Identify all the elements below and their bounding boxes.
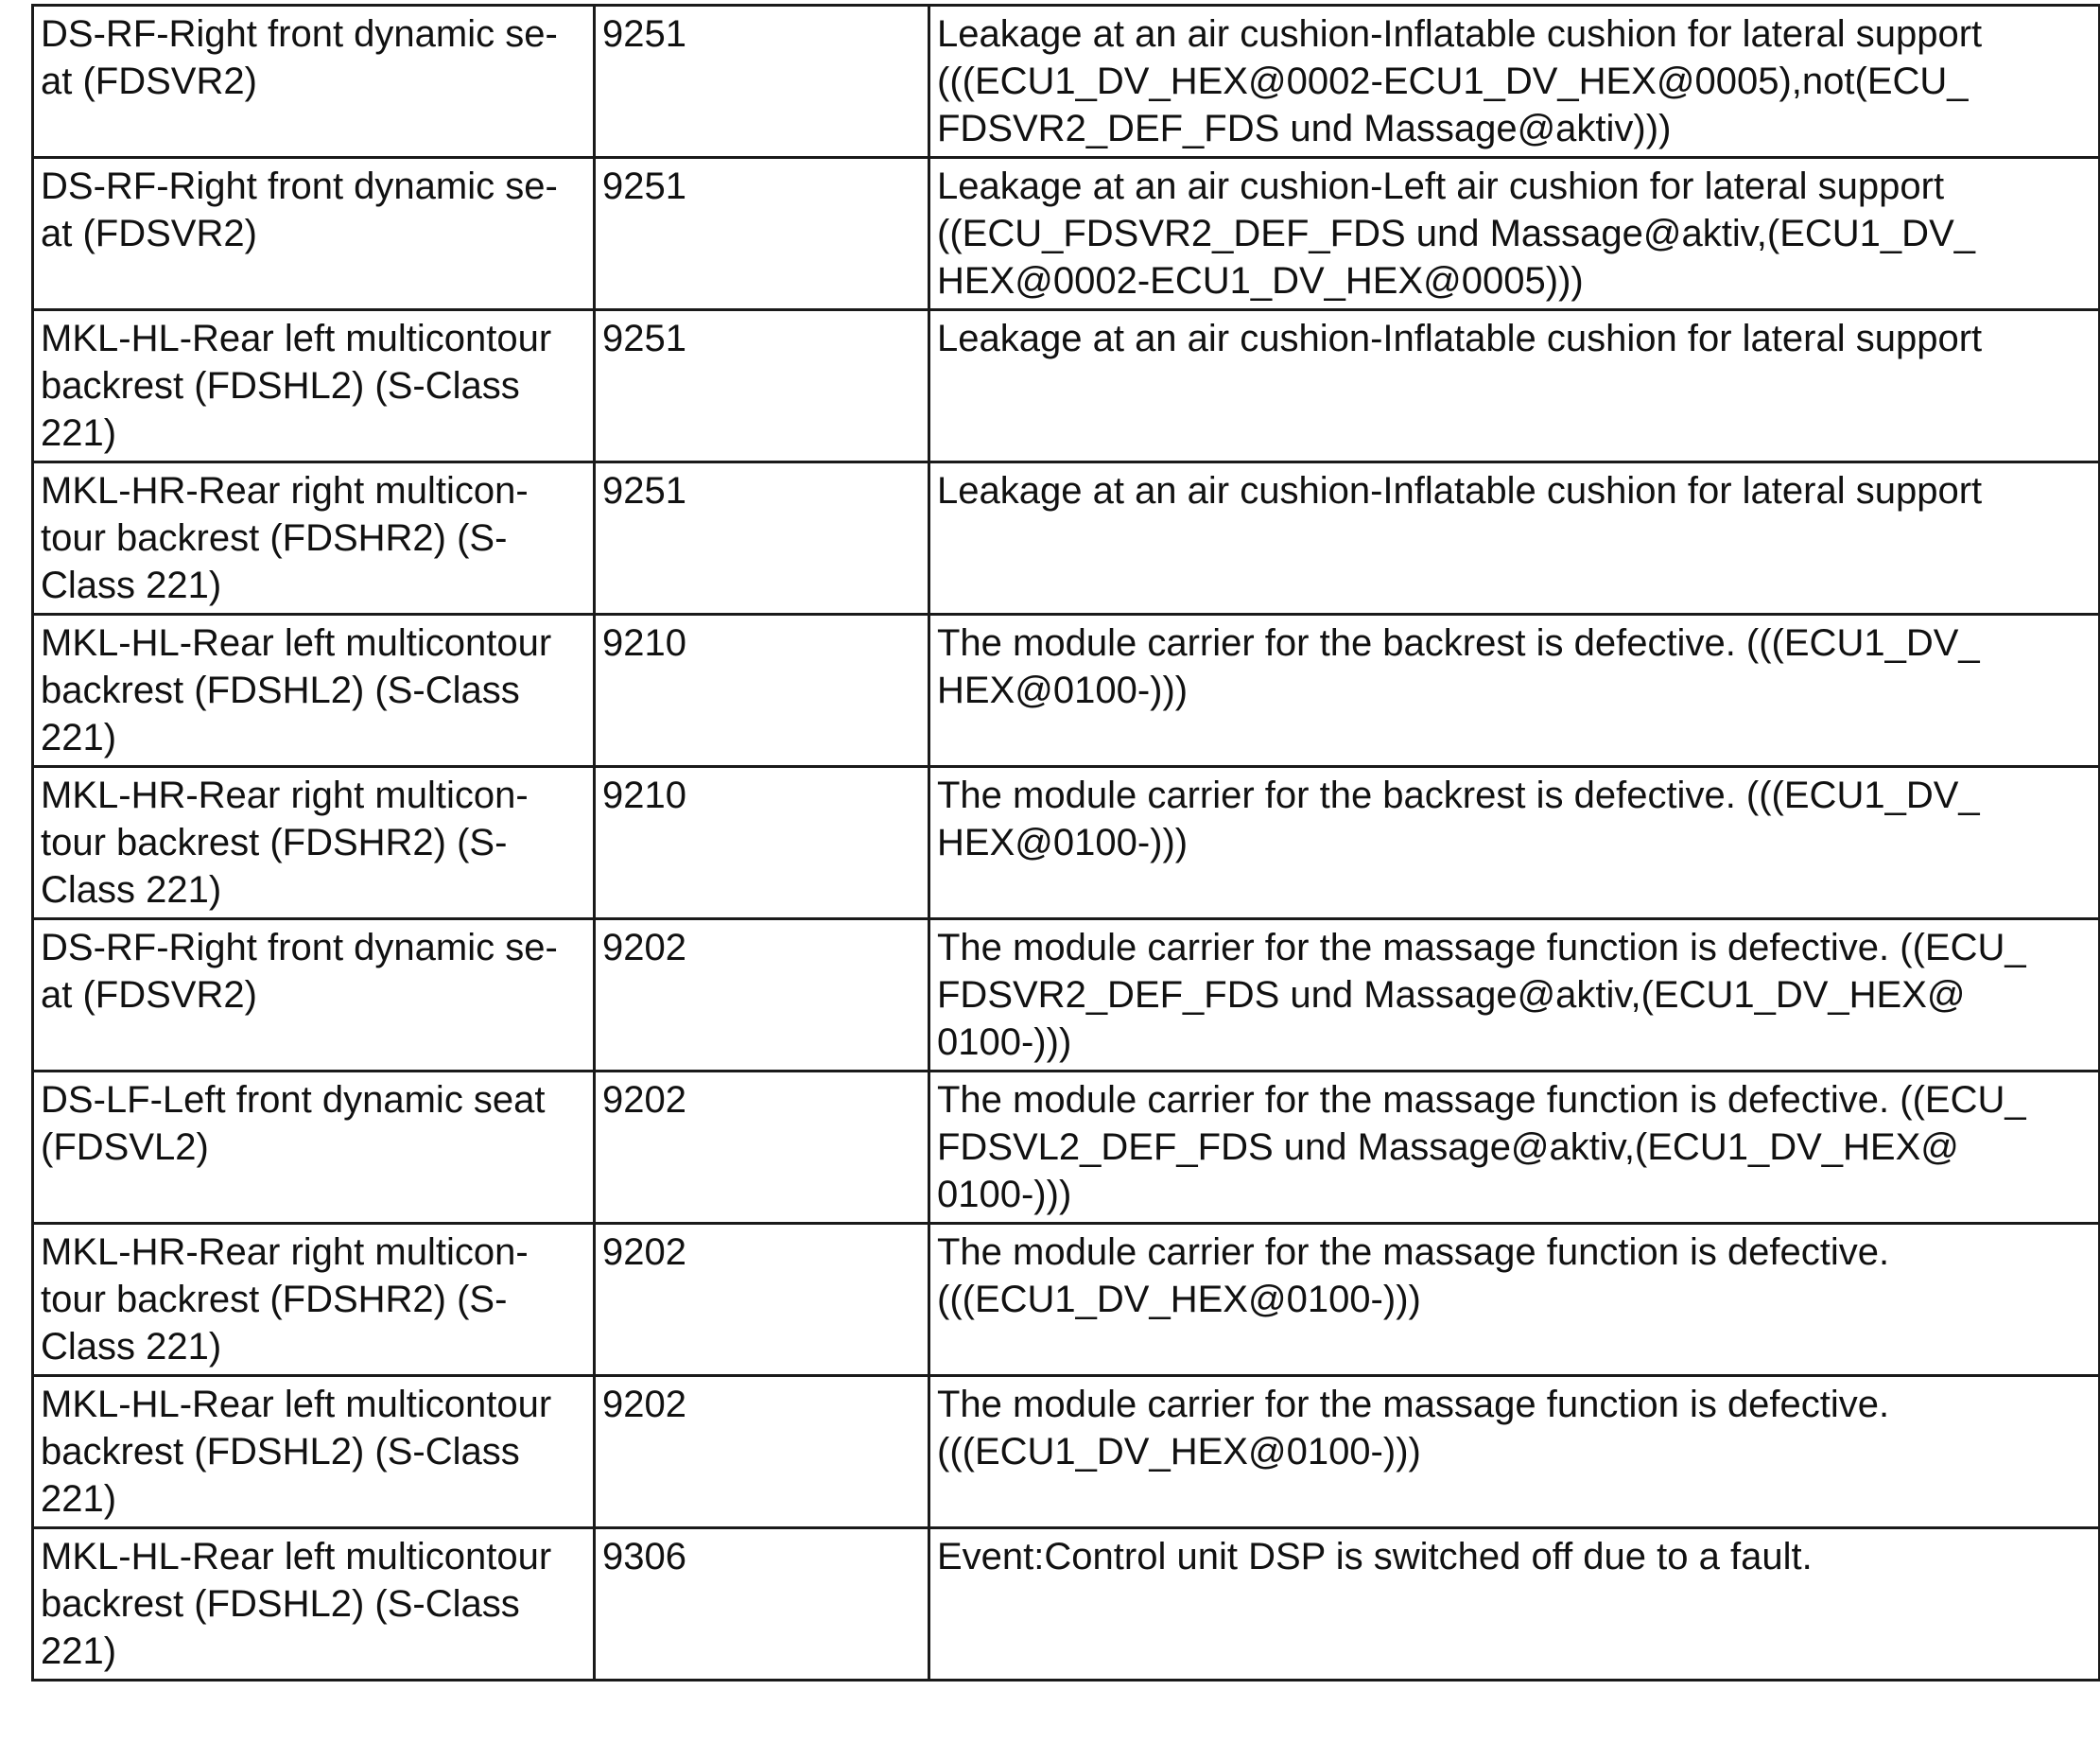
table-row: [33, 1224, 2100, 1376]
component-line: 221): [41, 1630, 117, 1672]
component-cell: [33, 1072, 595, 1224]
component-cell: [33, 1376, 595, 1528]
table-row: [33, 1376, 2100, 1528]
component-cell: [33, 919, 595, 1072]
component-cell: [33, 1224, 595, 1376]
table-row: [33, 615, 2100, 767]
fault-code: 9251: [602, 318, 686, 359]
component-line: Class 221): [41, 1326, 222, 1368]
table-row: [33, 310, 2100, 462]
fault-text-cell: [929, 158, 2100, 310]
fault-code: 9202: [602, 927, 686, 968]
table-row: [33, 767, 2100, 919]
fault-code: 9251: [602, 13, 686, 55]
component-line: MKL-HL-Rear left multicontour: [41, 1384, 552, 1425]
component-line: DS-LF-Left front dynamic seat: [41, 1079, 546, 1121]
fault-text-line: ((ECU_FDSVR2_DEF_FDS und Massage@aktiv,(ECU1_DV_: [937, 213, 1975, 254]
component-line: backrest (FDSHL2) (S-Class: [41, 670, 520, 711]
fault-text-cell: [929, 1528, 2100, 1681]
fault-text-line: The module carrier for the backrest is defective. (((ECU1_DV_: [937, 622, 1980, 664]
component-line: MKL-HL-Rear left multicontour: [41, 622, 552, 664]
fault-text-line: 0100-))): [937, 1021, 1072, 1063]
fault-text-line: HEX@0002-ECU1_DV_HEX@0005))): [937, 260, 1584, 302]
fault-text-line: Leakage at an air cushion-Inflatable cushion for lateral support: [937, 13, 1983, 55]
component-cell: [33, 6, 595, 158]
fault-text-line: FDSVL2_DEF_FDS und Massage@aktiv,(ECU1_DV_HEX@: [937, 1126, 1959, 1168]
component-line: MKL-HR-Rear right multicon-: [41, 1231, 529, 1273]
component-line: tour backrest (FDSHR2) (S-: [41, 517, 508, 559]
fault-code-cell: [595, 1072, 929, 1224]
fault-text-line: The module carrier for the massage function is defective.: [937, 1231, 1890, 1273]
fault-code-cell: [595, 310, 929, 462]
fault-text-line: 0100-))): [937, 1174, 1072, 1215]
fault-text-line: HEX@0100-))): [937, 670, 1189, 711]
fault-code-cell: [595, 1224, 929, 1376]
fault-text-line: HEX@0100-))): [937, 822, 1189, 863]
fault-code: 9202: [602, 1384, 686, 1425]
component-line: tour backrest (FDSHR2) (S-: [41, 822, 508, 863]
component-line: at (FDSVR2): [41, 213, 257, 254]
fault-code: 9202: [602, 1079, 686, 1121]
component-cell: [33, 1528, 595, 1681]
component-line: MKL-HL-Rear left multicontour: [41, 1536, 552, 1577]
fault-text-line: The module carrier for the massage function is defective. ((ECU_: [937, 1079, 2026, 1121]
fault-text-line: The module carrier for the massage function is defective.: [937, 1384, 1890, 1425]
fault-text-cell: [929, 615, 2100, 767]
fault-text-line: Leakage at an air cushion-Inflatable cushion for lateral support: [937, 470, 1983, 512]
fault-text-line: The module carrier for the backrest is defective. (((ECU1_DV_: [937, 775, 1980, 816]
fault-text-line: (((ECU1_DV_HEX@0100-))): [937, 1279, 1421, 1320]
component-line: MKL-HL-Rear left multicontour: [41, 318, 552, 359]
component-cell: [33, 767, 595, 919]
fault-code-cell: [595, 615, 929, 767]
component-line: 221): [41, 1478, 117, 1520]
fault-code-table: [31, 4, 2100, 1682]
fault-code: 9202: [602, 1231, 686, 1273]
table-row: [33, 1072, 2100, 1224]
fault-code-cell: [595, 919, 929, 1072]
component-line: backrest (FDSHL2) (S-Class: [41, 1431, 520, 1472]
table-row: [33, 1528, 2100, 1681]
fault-text-cell: [929, 919, 2100, 1072]
component-line: MKL-HR-Rear right multicon-: [41, 775, 529, 816]
fault-code-cell: [595, 767, 929, 919]
table-row: [33, 919, 2100, 1072]
fault-text-line: Leakage at an air cushion-Inflatable cushion for lateral support: [937, 318, 1983, 359]
fault-text-line: Leakage at an air cushion-Left air cushion for lateral support: [937, 166, 1945, 207]
component-line: Class 221): [41, 869, 222, 911]
component-cell: [33, 158, 595, 310]
fault-code: 9306: [602, 1536, 686, 1577]
fault-text-line: Event:Control unit DSP is switched off due to a fault.: [937, 1536, 1813, 1577]
table-row: [33, 158, 2100, 310]
component-line: DS-RF-Right front dynamic se-: [41, 927, 558, 968]
fault-code: 9210: [602, 622, 686, 664]
component-cell: [33, 462, 595, 615]
component-cell: [33, 310, 595, 462]
component-cell: [33, 615, 595, 767]
fault-code-cell: [595, 1528, 929, 1681]
component-line: (FDSVL2): [41, 1126, 209, 1168]
component-line: at (FDSVR2): [41, 61, 257, 102]
component-line: 221): [41, 412, 117, 454]
fault-text-line: The module carrier for the massage function is defective. ((ECU_: [937, 927, 2026, 968]
fault-text-cell: [929, 462, 2100, 615]
fault-text-cell: [929, 767, 2100, 919]
component-line: Class 221): [41, 565, 222, 606]
table-body: [33, 6, 2100, 1681]
component-line: at (FDSVR2): [41, 974, 257, 1016]
fault-text-line: FDSVR2_DEF_FDS und Massage@aktiv,(ECU1_DV_HEX@: [937, 974, 1966, 1016]
fault-text-cell: [929, 6, 2100, 158]
fault-code-cell: [595, 1376, 929, 1528]
fault-text-cell: [929, 1376, 2100, 1528]
component-line: MKL-HR-Rear right multicon-: [41, 470, 529, 512]
fault-code: 9251: [602, 470, 686, 512]
fault-text-line: FDSVR2_DEF_FDS und Massage@aktiv))): [937, 108, 1672, 149]
fault-code: 9251: [602, 166, 686, 207]
component-line: backrest (FDSHL2) (S-Class: [41, 1583, 520, 1625]
component-line: backrest (FDSHL2) (S-Class: [41, 365, 520, 407]
fault-text-line: (((ECU1_DV_HEX@0100-))): [937, 1431, 1421, 1472]
fault-text-cell: [929, 1224, 2100, 1376]
fault-text-line: (((ECU1_DV_HEX@0002-ECU1_DV_HEX@0005),not(ECU_: [937, 61, 1969, 102]
fault-code: 9210: [602, 775, 686, 816]
component-line: tour backrest (FDSHR2) (S-: [41, 1279, 508, 1320]
fault-code-cell: [595, 462, 929, 615]
component-line: DS-RF-Right front dynamic se-: [41, 166, 558, 207]
table-row: [33, 462, 2100, 615]
fault-code-cell: [595, 6, 929, 158]
component-line: 221): [41, 717, 117, 758]
component-line: DS-RF-Right front dynamic se-: [41, 13, 558, 55]
fault-text-cell: [929, 1072, 2100, 1224]
table-row: [33, 6, 2100, 158]
fault-code-cell: [595, 158, 929, 310]
fault-text-cell: [929, 310, 2100, 462]
